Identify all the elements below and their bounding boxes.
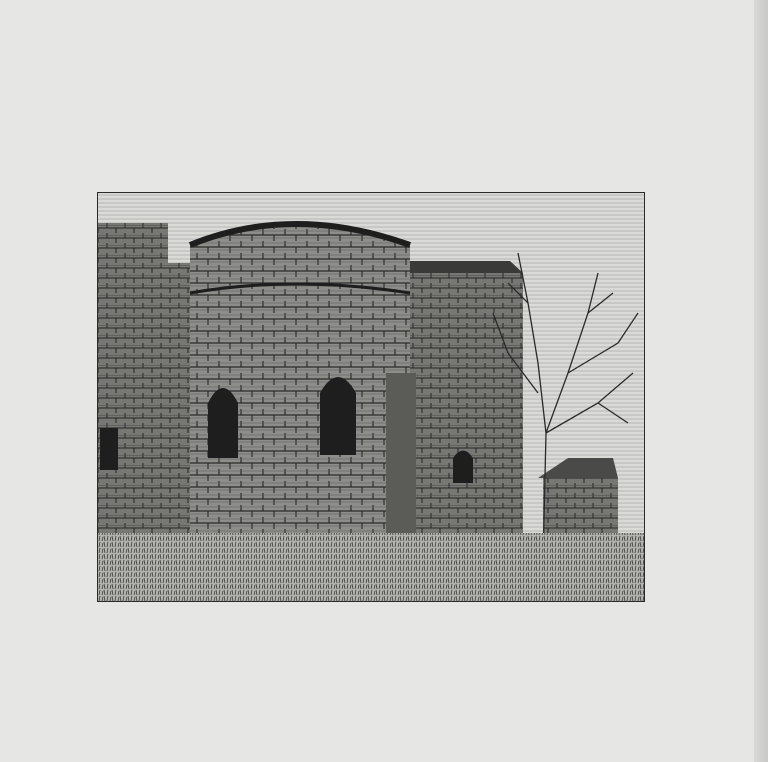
page-edge	[754, 0, 768, 762]
church-engraving-image	[98, 193, 644, 601]
engraving-figure	[97, 192, 645, 602]
